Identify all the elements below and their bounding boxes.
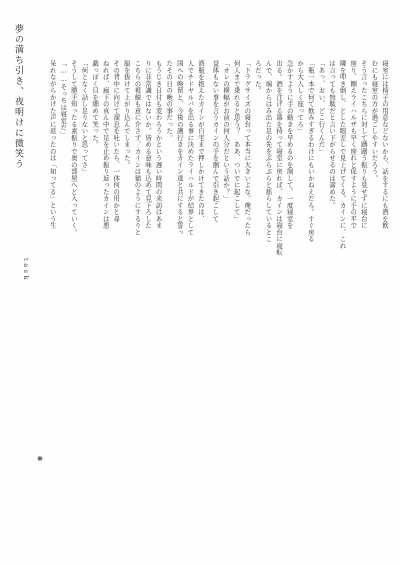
ornament-mark: ❋ [37,455,43,463]
body-text-left: 酒瓶を抱えたカインが自宅まで押しかけてきたのは、 人でチドヤルバを出る事に決めたライハルドが結界として 国への喚留と、今後の護行きをカイン達と共にすると誓っ たその日の晩の事だった。 もうじき日付も変わろうかという遅い時間の来訪はあま りに非常識ではないか。皆める意味も込めて見下ろした こちらの視線も意に介さず、カインは猫のようにするりと 脇を抜けて上がり込んでしまった。 その背中に向けて溜息を吐いたら、一体何の用かと尋 ねれば、廊下の真ん中で足を止め振り返ったカインは悪 戯っぽく目を細めて笑った。 「何となく話し足りないと思ってさ」 そうして勝手知ったる素振りで奥の部屋へと入っていく。 「……そっちは寝室だ」 呆れながらかけた声に返ったのは「知ってる」という生 [48,60,205,236]
author-name: task [22,258,30,283]
chapter-title: 夢の満ち引き、夜明けに微笑う [13,24,23,170]
body-text-right: 寝室には椅子の用意などないから、話をするにも酒を飲 むにも寝室の方が過ごしやすいだろう。 そう言ったこちらに対して躊躇う振りも見せずに寝台に 座り、剛えライハルザも早く座れと促すように手の平で 隣を叩き倒し、とした眼差しで見上げてくる。カインに、これ は言っても無駄だと言い下がらせるのは諦めた。 「あっ、おい、どこ行くんだ」 「瓶一本で何て飲みすぎるわけにもいかねえだろ。すぐ戻る から大人しく座ってろ」 急かすように手の動きを早めるのを制して、一度寝室を 出る。酒を注げる器を持って寝室に戻れば、カインは寝台に寝転 んで、端からはみ出た足の先をぶらぶらと揺らしているとこ ろだった。 「ドラグサイズの寝台って本当に大きいよな。俺だったら 何人まで乗れると思う？ ああ、ついでに起こして」 「オレの横幅がお前の何人分だという話か？」 益体もない事を言うカインの手を掴んで引き起こして [211,60,389,256]
